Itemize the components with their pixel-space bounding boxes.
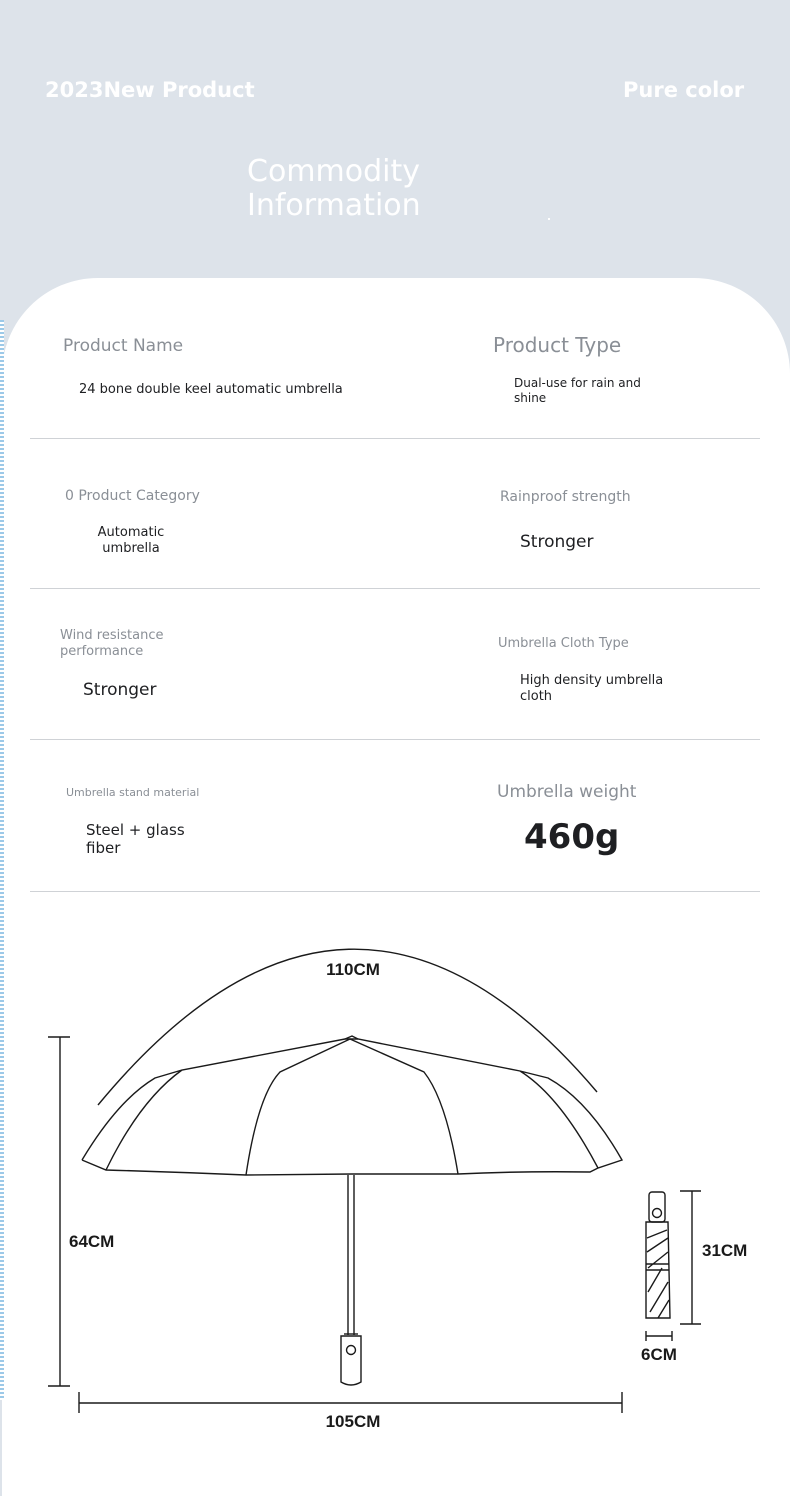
arc-width-text: 110CM [326,960,380,979]
umbrella-weight-value: 460g [524,817,620,857]
decorative-dot [548,218,550,220]
row-divider [30,438,760,439]
canopy-ribs [246,1039,458,1175]
folded-width-text: 6CM [641,1345,677,1364]
product-name-value: 24 bone double keel automatic umbrella [79,382,343,397]
umbrella-canopy [82,1039,622,1175]
rainproof-strength-label: Rainproof strength [500,489,631,505]
wind-resistance-value: Stronger [83,680,157,700]
open-height-text: 64CM [69,1232,115,1251]
product-category-label: 0 Product Category [65,488,200,504]
product-name-label: Product Name [63,336,184,356]
open-width-text: 105CM [325,1412,381,1431]
umbrella-cloth-label: Umbrella Cloth Type [498,636,629,651]
rainproof-strength-value: Stronger [520,532,594,552]
new-product-tag: 2023New Product [45,78,255,102]
wind-resistance-label: Wind resistance performance [60,628,164,659]
handle-button [347,1346,356,1355]
row-divider [30,588,760,589]
row-divider [30,739,760,740]
row-divider [30,891,760,892]
product-type-label: Product Type [493,333,622,357]
product-type-value: Dual-use for rain and shine [514,376,641,405]
handle [341,1336,361,1385]
umbrella-cloth-value: High density umbrella cloth [520,673,664,704]
pure-color-tag: Pure color [623,78,745,102]
product-category-value: Automatic umbrella [97,525,165,556]
umbrella-weight-label: Umbrella weight [497,782,637,802]
umbrella-stand-value: Steel + glass fiber [86,821,185,857]
page-title: Commodity Information [247,154,421,223]
folded-length-text: 31CM [702,1241,748,1260]
umbrella-stand-label: Umbrella stand material [66,786,200,799]
umbrella-dimension-diagram [0,940,790,1460]
